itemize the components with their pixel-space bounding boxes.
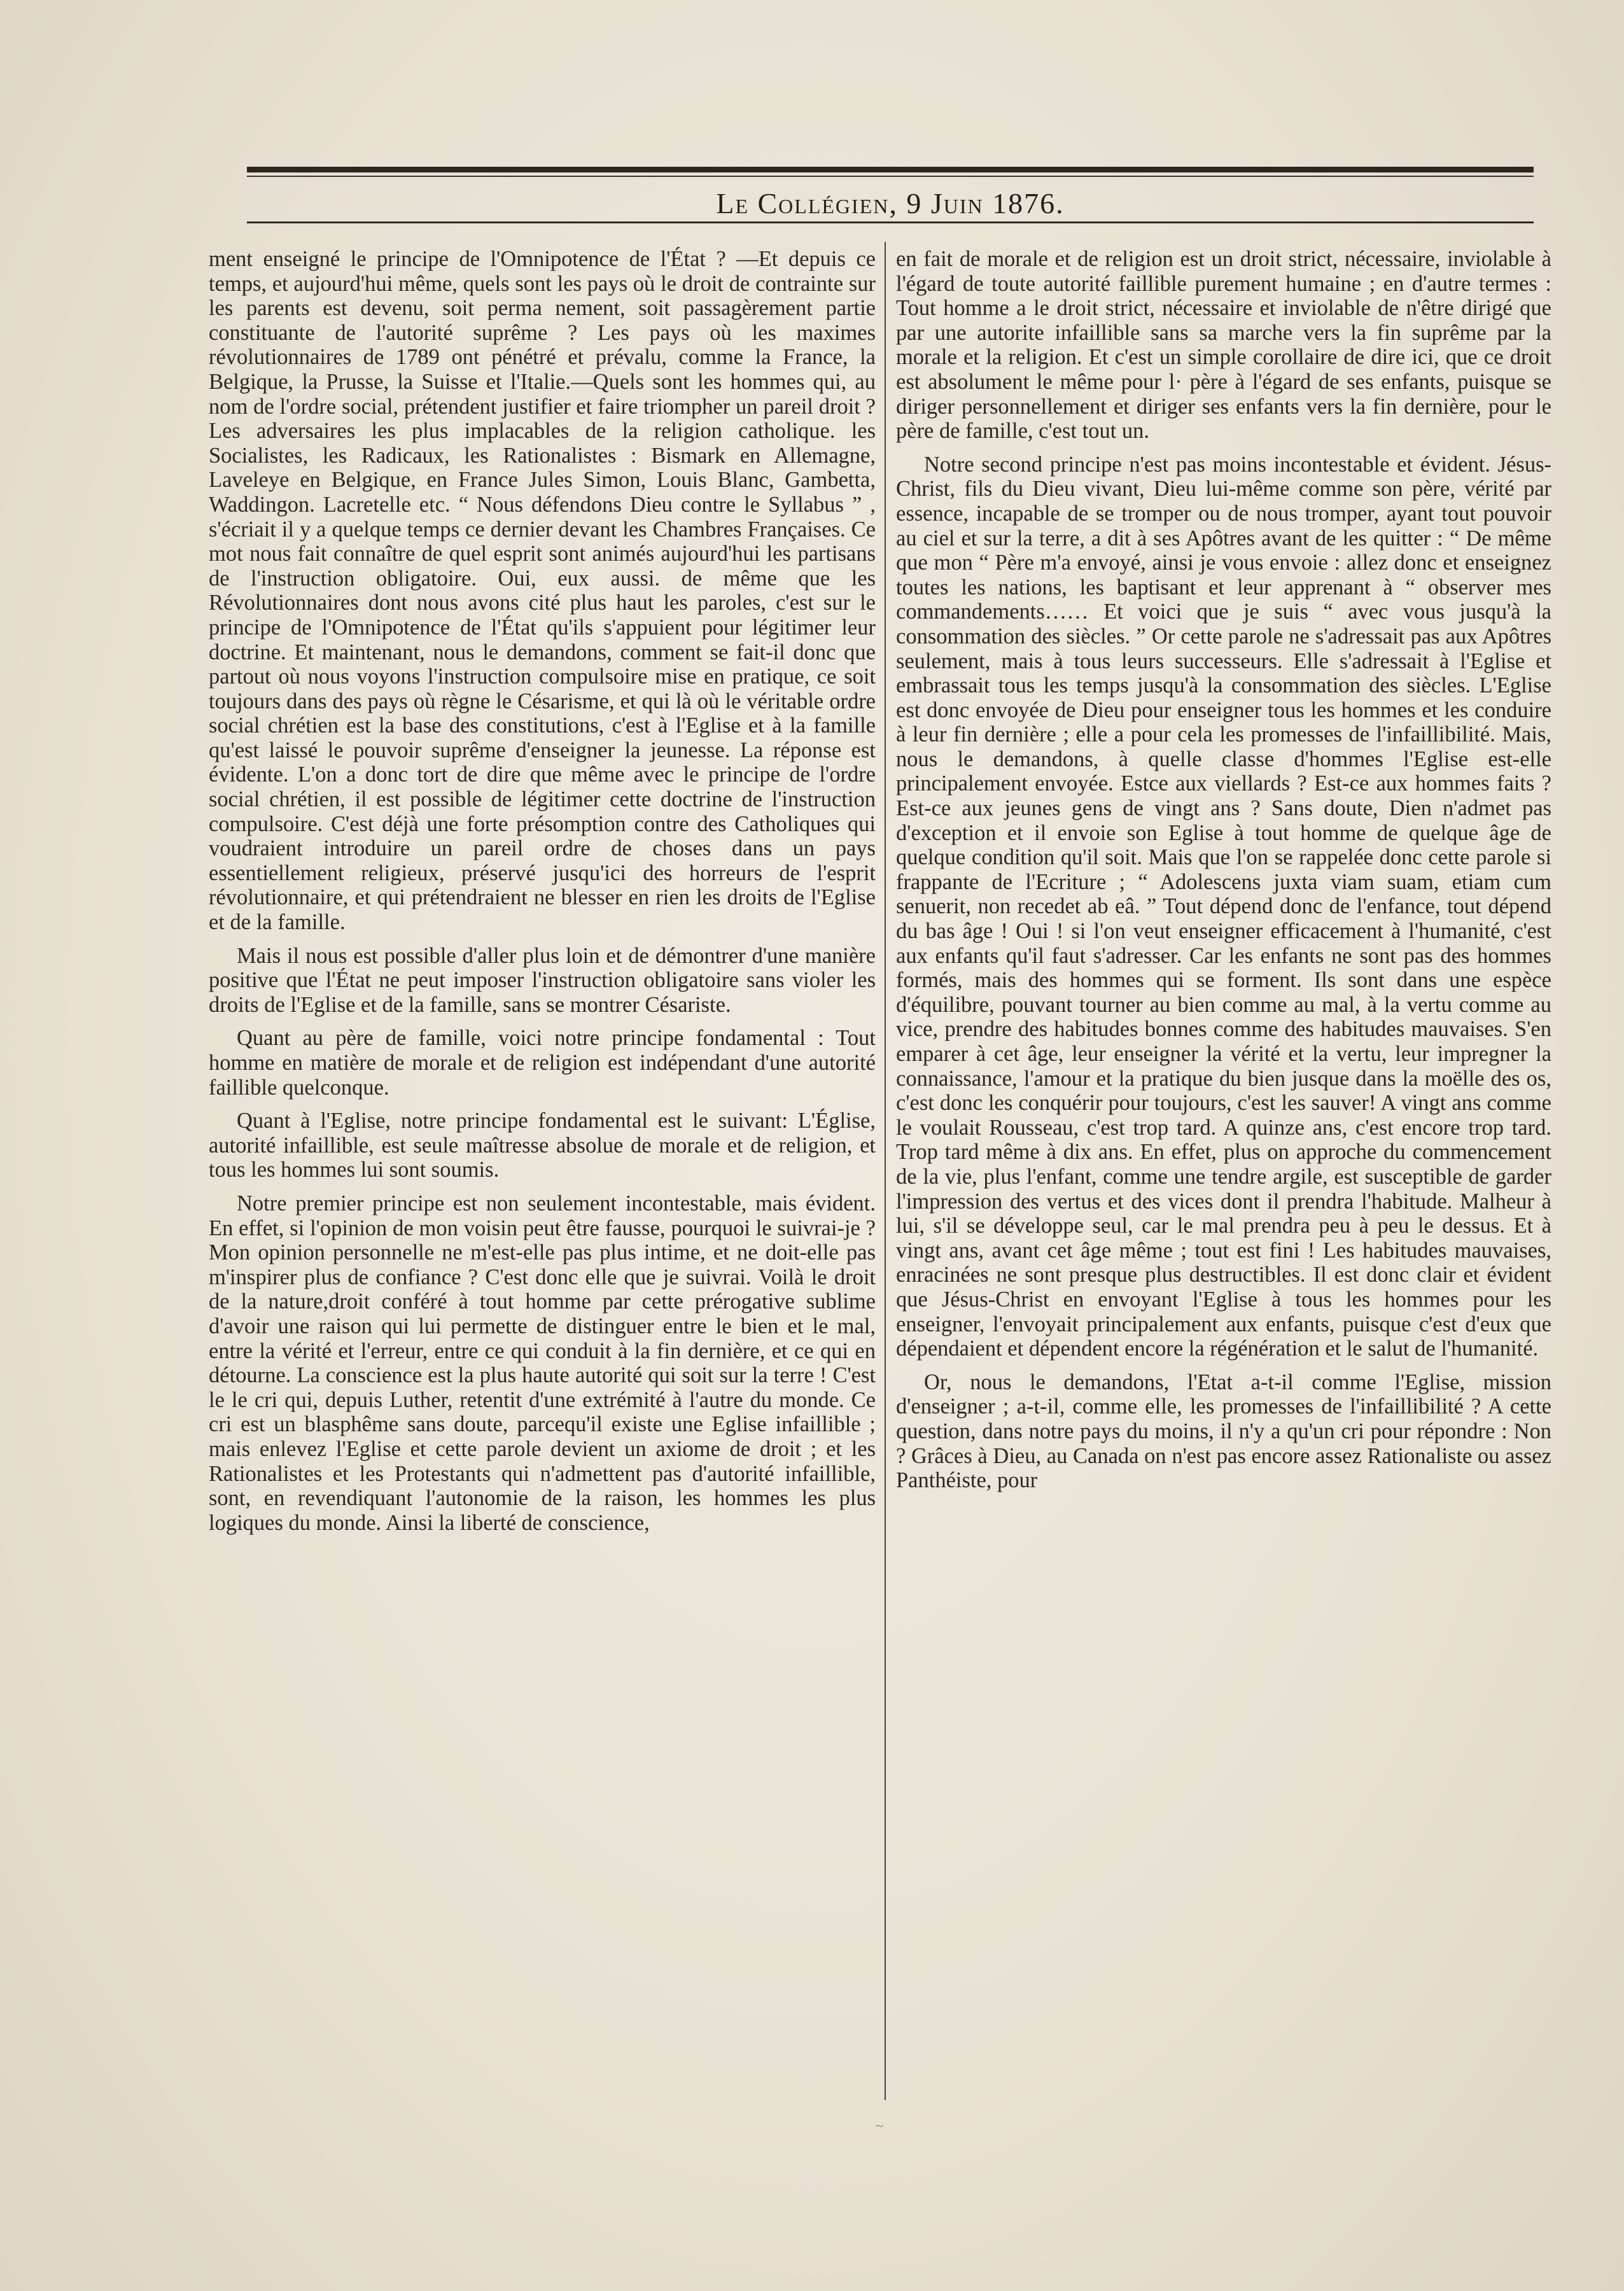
left-paragraph-3: Quant au père de famille, voici notre principe fondamental : Tout homme en matière de morale et de religion est indépendant d'une autorité faillible quelconque. <box>209 1026 876 1100</box>
left-paragraph-5: Notre premier principe est non seulement incontestable, mais évident. En effet, si l'opinion de mon voisin peut être fausse, pourquoi le suivrai-je ? Mon opinion personnelle ne m'est-elle pas plus intime, et ne doit-elle pas m'inspirer plus de confiance ? C'est donc elle que je suivrai. Voilà le droit de la nature,droit conféré à tout homme par cette prérogative sublime d'avoir une raison qui lui permette de distinguer entre le bien et le mal, entre la vérité et l'erreur, entre ce qui conduit à la fin dernière, et ce qui en détourne. La conscience est la plus haute autorité qui soit sur la terre ! C'est le le cri qui, depuis Luther, retentit d'une extrémité à l'autre du monde. Ce cri est un blasphême sans doute, parcequ'il existe une Eglise infaillible ; mais enlevez l'Eglise et cette parole devient un axiome de droit ; et les Rationalistes et les Protestants qui n'admettent pas d'autorité infaillible, sont, en revendiquant l'autonomie de la raison, les hommes les plus logiques du monde. Ainsi la liberté de conscience, <box>209 1191 876 1535</box>
header-rule-under <box>247 221 1534 223</box>
left-column <box>209 247 876 2143</box>
printer-ornament: ~ <box>876 2118 883 2134</box>
running-head: Le Collégien, 9 Juin 1876. <box>716 187 1065 220</box>
left-paragraph-4: Quant à l'Eglise, notre principe fondamental est le suivant: L'Église, autorité infaillible, est seule maîtresse absolue de morale et de religion, et tous les hommes lui sont soumis. <box>209 1109 876 1182</box>
left-paragraph-1: ment enseigné le principe de l'Omnipotence de l'État ? —Et depuis ce temps, et aujourd'hui même, quels sont les pays où le droit de contrainte sur les parents est devenu, soit perma nement, soit passagèrement partie constituante de l'autorité suprême ? Les pays où les maximes révolutionnaires de 1789 ont pénétré et prévalu, comme la France, la Belgique, la Prusse, la Suisse et l'Italie.—Quels sont les hommes qui, au nom de l'ordre social, prétendent justifier et faire triompher un pareil droit ? Les adversaires les plus implacables de la religion catholique. les Socialistes, les Radicaux, les Rationalistes : Bismark en Allemagne, Laveleye en Belgique, en France Jules Simon, Louis Blanc, Gambetta, Waddingon. Lacretelle etc. “ Nous défendons Dieu contre le Syllabus ” , s'écriait il y a quelque temps ce dernier devant les Chambres Françaises. Ce mot nous fait connaître de quel esprit sont animés aujourd'hui les partisans de l'instruction obligatoire. Oui, eux aussi. de même que les Révolutionnaires dont nous avons cité plus haut les paroles, c'est sur le principe de l'Omnipotence de l'État qu'ils s'appuient pour légitimer leur doctrine. Et maintenant, nous le demandons, comment se fait-il donc que partout où nous voyons l'instruction compulsoire mise en pratique, ce soit toujours dans des pays où règne le Césarisme, et qui là où le véritable ordre social chrétien est la base des constitutions, c'est à l'Eglise et à la famille qu'est laissé le pouvoir suprême d'enseigner la jeunesse. La réponse est évidente. L'on a donc tort de dire que même avec le principe de l'ordre social chrétien, il est possible de légitimer cette doctrine de l'instruction compulsoire. C'est déjà une forte présomption contre des Catholiques qui voudraient introduire un pareil ordre de choses dans un pays essentiellement religieux, préservé jusqu'ici des horreurs de l'esprit révolutionnaire, et qui prétendraient ne blesser en rien les droits de l'Eglise et de la famille. <box>209 247 876 935</box>
right-paragraph-2: Notre second principe n'est pas moins incontestable et évident. Jésus-Christ, fils du Dieu vivant, Dieu lui-même comme son père, vérité par essence, incapable de se tromper ou de nous tromper, ayant tout pouvoir au ciel et sur la terre, a dit à ses Apôtres avant de les quitter : “ De même que mon “ Père m'a envoyé, ainsi je vous envoie : allez donc et enseignez toutes les nations, les baptisant et leur apprenant à “ observer mes commandements…… Et voici que je suis “ avec vous jusqu'à la consommation des siècles. ” Or cette parole ne s'adressait pas aux Apôtres seulement, mais à tous leurs successeurs. Elle s'adressait à l'Eglise et embrassait tous les temps jusqu'à la consommation des siècles. L'Eglise est donc envoyée de Dieu pour enseigner tous les hommes et les conduire à leur fin dernière ; elle a pour cela les promesses de l'infaillibilité. Mais, nous le demandons, à quelle classe d'hommes l'Eglise est-elle principalement envoyée. Estce aux viellards ? Est-ce aux hommes faits ? Est-ce aux jeunes gens de vingt ans ? Sans doute, Dien n'admet pas d'exception et il envoie son Eglise à tout homme de quelque âge de quelque condition qu'il soit. Mais que l'on se rappelée donc cette parole si frappante de l'Ecriture ; “ Adolescens juxta viam suam, etiam cum senuerit, non recedet ab eâ. ” Tout dépend donc de l'enfance, tout dépend du bas âge ! Oui ! si l'on veut enseigner efficacement à l'humanité, c'est aux enfants qu'il faut s'adresser. Car les enfants ne sont pas des hommes formés, mais des hommes qui se forment. Ils sont dans une espèce d'équilibre, pouvant tourner au bien comme au mal, à la vertu comme au vice, prendre des habitudes bonnes comme des habitudes mauvaises. S'en emparer à cet âge, leur enseigner la vérité et la vertu, leur impregner la connaissance, l'amour et la pratique du bien jusque dans la moëlle des os, c'est donc les conquérir pour toujours, c'est les sauver! A vingt ans comme le voulait Rousseau, c'est trop tard. A quinze ans, c'est encore trop tard. Trop tard même à dix ans. En effet, plus on approche du commencement de la vie, plus l'enfant, comme une tendre argile, est susceptible de garder l'impression des vertus et des vices dont il prendra l'habitude. Malheur à lui, s'il se développe seul, car le mal prendra peu à peu le dessus. Et à vingt ans, avant cet âge même ; tout est fini ! Les habitudes mauvaises, enracinées ne sont presque plus destructibles. Il est donc clair et évident que Jésus-Christ en envoyant l'Eglise à tous les hommes pour les enseigner, l'envoyait principalement aux enfants, puisque c'est d'eux que dépendaient et dépendent encore la régénération et le salut de l'humanité. <box>896 452 1551 1361</box>
right-paragraph-1: en fait de morale et de religion est un droit strict, nécessaire, inviolable à l'égard de toute autorité faillible purement humaine ; en d'autre termes : Tout homme a le droit strict, nécessaire et inviolable de n'être dirigé que par une autorite infaillible sans sa marche vers la fin suprême par la morale et la religion. Et c'est un simple corollaire de dire ici, que ce droit est absolument le même pour l· père à l'égard de ses enfants, puisque se diriger personnellement et diriger ses enfants vers la fin dernière, pour le père de famille, c'est tout un. <box>896 247 1551 444</box>
right-column <box>896 247 1551 2143</box>
left-paragraph-2: Mais il nous est possible d'aller plus loin et de démontrer d'une manière positive que l'État ne peut imposer l'instruction obligatoire sans violer les droits de l'Eglise et de la famille, sans se montrer Césariste. <box>209 943 876 1017</box>
header-rule-thick <box>247 167 1534 172</box>
header-rule-thin <box>247 176 1534 177</box>
column-divider <box>885 242 886 2100</box>
right-paragraph-3: Or, nous le demandons, l'Etat a-t-il comme l'Eglise, mission d'enseigner ; a-t-il, comme elle, les promesses de l'infaillibilité ? A cette question, dans notre pays du moins, il n'y a qu'un cri pour répondre : Non ? Grâces à Dieu, au Canada on n'est pas encore assez Rationaliste ou assez Panthéiste, pour <box>896 1370 1551 1493</box>
